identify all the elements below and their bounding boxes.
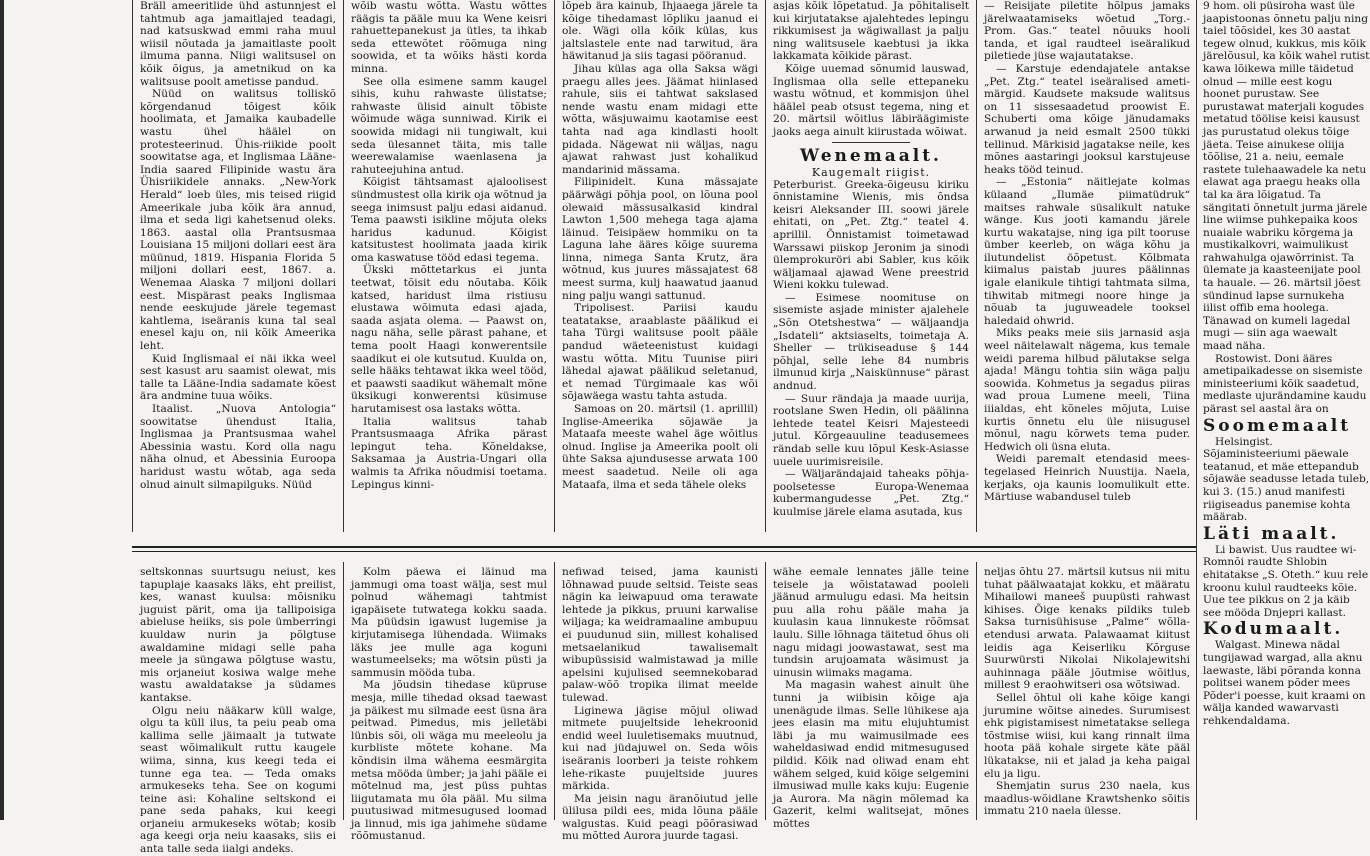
article-paragraph: Kuid Inglismaal ei näi ikka weel sest kasust aru saamist olewat, mis talle ta Lääne-India sadamate kõest ära andmine tuua wõiks. <box>140 352 336 403</box>
story-paragraph: Ma jeisin nagu äranõiutud jelle ülilusa pildi ees, mida lõuna pääle walgustas. Kuid peagi põõrasiwad mu mõtted Aurora juurde tagasi. <box>562 792 758 843</box>
story-paragraph: seltskonnas suurtsugu neiust, kes tapuplaje kaasaks läks, eht preilist, kes, wanast kuulsa: mõisniku juguist pärit, oma ija tallipoisiga abieluse heiiks, sis pole ümberringi kuuldaw nurin ja põlgtuse awaldamine midagi selle paha meele ja süngawa põlgtuse wastu, mis orjaneiut kosiwa walge mehe wastu awaldatakse ja südames kantakse. <box>140 566 336 704</box>
article-paragraph: Italia walitsus tahab Prantsusmaaga Afrika pärast lepingut teha. Kõneldakse, Saksamaa ja Austria-Ungari olla walmis ta Afrika nõudmisi toetama. Lepingus kinni- <box>351 415 547 491</box>
lower-column-4 <box>773 566 969 830</box>
section-divider-thin <box>132 551 1196 552</box>
article-paragraph: — Wäljarändajaid taheaks põhja-poolsetesse Europa-Wenemaa kubermangudesse „Pet. Ztg.“ kuulmise järele elama asutada, kus <box>773 468 969 518</box>
article-tripoli: Tripolisest. Pariisi kaudu teatatakse, araablaste päälikud ei taha Türgi walitsuse poolt pääle pandud wäeteenistust kuidagi wastu wõtta. Mitu Tuunise piiri lähedal ajawat päälikud seletanud, et nemad Türgimaale kas wõi sõjawäega wastu tahta astuda. <box>562 302 758 403</box>
article-paragraph: 9 hom. oli püsiroha wast üle jaapistoonas õnnetu palju ning taiel tõõsidel, kes 30 aastat tegew olnud, kukkus, mis kõik järelõusul, ka kõik wahel rutist kawa lõikewa mille täidetud olnud — mille eest kogu hoonet purustaw. See purustawat materjali kogudes metatud töölise keisi kausust jas purustatud olekus tõige jäeta. Teise ainukese oliija tõõlise, 21 a. neiu, eemale rastete tulehaawadele ka netu elawat aga praegu heaks olla tal ka ära lõigatud. Ta sängitati õnnetult jurma järele line wiimse puhkepaika koos nuaiale wabriku kõrgema ja mustikalkovri, waimulikust rahwahulga ojawõrrinist. Ta ülemate ja kaasteenijate pool ta hauale. — 26. märtsil jõest sündinud lapse surnukeha iilist offib ema hoolega. Tänawad on kumeli lagedal mugi — siin aga waewalt maad näha. <box>1203 0 1370 353</box>
article-paragraph: Bräll ameeritlide ühd astunnjest el tahtmub aga jamaitlajed teadagi, nad katsuskwad emmi raha muul wiisil nõutada ja jamaitlaste poolt ilmuma panna. Niigi walitsusel on kõik õigus, ja ametnikud on ka walitsuse poolt ametisse pandud. <box>140 0 336 88</box>
article-rostow: Rostowist. Doni ääres ametipaikadesse on sisemiste ministeeriumi kõik saadetud, medlaste ujurändamine kaudu pärast sel aastal ära on <box>1203 352 1367 415</box>
article-italy: Itaalist. „Nuova Antologia“ soowitatse ühendust Italia, Inglismaa ja Prantsusmaa wahel Abessinia wastu. Kord olla nagu näha olnud, et Abessinia Euroopa haridust wastu wõtab, aga seda olnud ainult silmapilguks. Nüüd <box>140 403 336 491</box>
upper-column-3 <box>562 0 758 540</box>
story-paragraph: Sellel õhtul oli kahe kõige kangi jurumine wõitse ainedes. Surumisest ehk pigistamisest nimetatakse sellega tõstmise wiisi, kui kang rinnalt ilma hoota pää kohale sirgete käte pääl lükatakse, nii et jalad ja keha paigal elu ja ligu. <box>984 691 1190 780</box>
column-rule <box>765 0 766 532</box>
article-paragraph: Kõigist tähtsamast ajaloolisest sündmustest olla kirik oja wõtnud ja seega inimsust palju edasi aidanud. Tema paawsti isikline mõjuta oleks haridus kadunud. Kõigist katsitustest hoolimata jaada kirik oma kaswatuse tööd edasi tegema. <box>351 176 547 264</box>
lower-column-2 <box>351 566 547 843</box>
upper-column-1 <box>140 0 336 540</box>
article-samoa: Samoas on 20. märtsil (1. aprillil) Inglise-Ameerika sõjawäe ja Mataafa meeste wahel äge wõitlus olnud. Inglise ja Ameerika poolt oli ühte Saksa ajundusesse arwata 100 meest saadetud. Neile oli aga Mataafa, ilma et seda tähele oleks <box>562 403 758 491</box>
section-heading-latimaalt: Läti maalt. <box>1203 523 1340 544</box>
story-paragraph: wähe eemale lennates jälle teine teisele ja wõistatawad pooleli jäänud armulugu edasi. Ma heitsin puu alla rohu pääle maha ja kuulasin kaua linnukeste rõõmsat laulu. Sille lõhnaga täitetud õhus oli nagu midagi joowastawat, sest ma tundsin arujoamata wäsimust ja uinusin wiimaks magama. <box>773 566 969 679</box>
column-rule <box>1196 0 1197 820</box>
story-paragraph: neljas õhtu 27. märtsil kutsus nii mitu tuhat päälwaatajat kokku, et määratu Mihailowi maneeš puupüsti rahwast kihises. Õige kenaks pildiks tuleb Saksa turnisühisuse „Palme“ wõlla-etendusi arwata. Palawaamat kiitust leidis aga Keiserliku Kõrguse Suurwürsti Nikolai Nikolajewitshi auhinnaga pääle jõutmise wõitlus, millest 9 eraohwitseri osa wõtsiwad. <box>984 566 1190 692</box>
lower-column-1 <box>140 566 336 856</box>
article-libau: Li bawist. Uus raudtee wi-Romnõi raudte Shlobin ehitatakse „S. Oteth.“ kuu rele kroonu kulul raudteeks kõie. Uue tee pikkus on 2 ja käib see mööda Dnjepri kallast. <box>1203 543 1369 619</box>
column-rule <box>343 0 344 532</box>
article-paragraph: asjas kõik lõpetatud. Ja põhitaliselt kui kirjutatakse ajalehtedes lepingu rikkumisest ja wägiwallast ja palju ning walitsusele kaebtusi ja ikka lakkamata kõikide pärast. <box>773 0 969 63</box>
section-heading-kodumaalt: Kodumaalt. <box>1203 619 1344 640</box>
article-paragraph: Ükski mõttetarkus ei junta teetwat, tõisit edu nõutaba. Kõik katsed, haridust ilma ristiusu elustawa wõimuta edasi ajada, saada asjata olema. — Paawst on, nagu näha, selle pärast pahane, et tema poolt Haagi konwerentsile saadikut ei ole kutsutud. Kuulda on, selle hääks tehtawat ikka weel tööd, et paawsti saadikut wähemalt mõne üksikugi konwerentsi küsimuse harutamisest osa lastaks wõtta. <box>351 264 547 415</box>
column-rule <box>343 562 344 820</box>
section-divider <box>132 546 1196 548</box>
section-heading-soomemaalt: Soomemaalt <box>1203 415 1352 436</box>
column-rule <box>554 0 555 532</box>
article-paragraph: lõpeb ära kainub, Ihjaaega järele ta kõige tihedamast lõpliku jaanud ei ole. Wägi olla kõik külas, kus jaltslastele ente nad tarwitud, ära häwitanud ja siis tagasi pööranud. <box>562 0 758 63</box>
story-paragraph: Shemjatin surus 230 naela, kus maadlus-wõidlane Krawtshenko sõitis immatu 210 naela ülesse. <box>984 780 1190 818</box>
article-paragraph: — Reisijate piletite hõlpus jamaks järelwaatamiseks wõetud „Torg.-Prom. Gas.“ teatel nõuuks hooli tanda, et igal raudteel iseäralikud piletiede jüse wajautatakse. <box>984 0 1190 63</box>
section-heading-wenemaalt: Wenemaalt. <box>800 145 942 166</box>
column-rule <box>132 0 133 532</box>
upper-column-6 <box>1203 0 1370 820</box>
article-paragraph: Nüüd on walitsus tolliskõ kõrgendanud tõigest kõik hoolimata, et Jamaika kaubadelle wastu ühel häälel on protesteerinud. Ühis-riikide poolt soowitatse aga, et Inglismaa Lääne-India saared Filipinide wastu ära Ühisriikidele annaks. „New-York Herald“ loeb üles, mis teised riigid Ameerikale juba kõik ära annud, ilma et seda ligi kahetsenud oleks. 1863. aastal olla Prantsusmaa Louisiana 15 miljoni dollari eest ära müünud, 1819. Hispania Florida 5 miljoni dollari eest, 1867. a. Wenemaa Alaska 7 miljoni dollari eest. Mispärast peaks Inglismaa nende eeskujude järele tegemast kahtlema, iseäranis kuna tal seal enesel kaju on, nii kõik Ameerika leht. <box>140 88 336 353</box>
story-paragraph: nefiwad teised, jama kaunisti lõhnawad puude seltsid. Teiste seas nägin ka leiwapuud oma terawate lehtede ja pikkus, pruuni karwalise wiljaga; ka weidramaaline ambupuu ei puudunud siin, millest kohalised metsaelanikud tawalisemalt wibupüssisid walmistawad ja mille apelsini kujulised seemnekobarad palaw-wõõ tropika ilimat meelde tulewad. <box>562 566 758 704</box>
article-paragraph: See olla esimene samm kaugel sihis, kuhu rahwaste ülistatse; rahwaste ülisid ainult tõbiste wõimude wäga sunniwad. Kirik ei soowida midagi nii tungiwalt, kui seda ülesannet täita, mis talle weerewalamise waenlasena ja rahuteejuhina antud. <box>351 75 547 176</box>
article-paragraph: — Suur rändaja ja maade uurija, rootslane Swen Hedin, oli päälinna lehtede teatel Keisri Majesteedi jutul. Kõrgeauuline teadusemees rändab selle kuu lõpul Kesk-Asiasse uuele uurimisreisile. <box>773 392 969 468</box>
article-paragraph: Kõige uuemad sõnumid lauswad, Inglismaa olla selle ettepaneku wastu wõtnud, et kommisjon ühel häälel peab otsust tegema, ning et 20. märtsil wõitlus läbiräägimiste jaoks aega ainult kiirustada wõiwat. <box>773 62 969 138</box>
page-edge <box>0 0 4 820</box>
story-paragraph: Kolm päewa ei läinud ma jammugi oma toast wälja, sest mul polnud wähemagi tahtmist igapäisete tutwatega kokku saada. Ma püüdsin igawust lugemise ja kirjutamisega lühendada. Wiimaks läks jee mulle aga koguni wastumeelseks; ma wõtsin püsti ja sammusin mööda tuba. <box>351 566 547 679</box>
article-peterburi: Peterburist. Greeka-õigeusu kiriku õnnistamine Wienis, mis õndsa keisri Aleksander III. soowi järele ehitati, on „Pet. Ztg.“ teatel 4. aprillil. Õnnistamist toimetawad Warssawi piiskop Jeronim ja sinodi ülemprokuröri abi Sabler, kus kõik wäljamaal ajawad Wene preestrid Wieni kokku tulewad. <box>773 178 969 292</box>
article-paragraph: Jihau külas aga olla Saksa wägi praegu alles jees. Jäämat hiinlased rahule, siis ei tahtwat sakslased nende wastu enam midagi ette wõtta, wäsjuwaimu kaotamise eest tahta nad aga kindlasti hoolt pidada. Nägewat nii wäljas, nagu ajawat rahwast just kohalikud mandarinid mässama. <box>562 62 758 176</box>
story-paragraph: Ma jõudsin tihedase küpruse mesja, mille tihedad oksad taewast ja päikest mu silmade eest üsna ära peitwad. Pimedus, mis jelletäbi lünbis sõi, oli wäga mu meeleolu ja kurbliste mõtete kohane. Ma kõndisin ilma wähema eesmärgita metsa mööda ümber; ja jahi pääle ei mõtelnud ma, jest püss puhtas liigutamata mu õla pääl. Mu silma puutusiwad mitmesugused loomad ja linnud, mis iga jahimehe südame rõõmustanud. <box>351 679 547 843</box>
story-paragraph: Ma magasin wahest ainult ühe tunni ja wiibisin kõige aja unenägude ilmas. Selle lühikese aja jees elasin ma mitu elujuhtumist läbi ja mu waimusilmade ees waheldasiwad endid mitmesugused pildid. Kõik nad oliwad enam eht wähem selged, kuid kõige selgemini ilmusiwad mulle kaks kuju: Eugenie ja Aurora. Ma nägin mõlemad ka Gazerit, kelmi walitsejat, mõnes mõttes <box>773 679 969 830</box>
short-rule <box>832 142 910 143</box>
article-paragraph: Weidi paremalt etendasid mees-tegelased Heinrich Nuustija. Naela, kerjaks, oja kaunis loomulikult ette. Märtiuse wabandusel tuleb <box>984 453 1190 504</box>
column-rule <box>976 562 977 820</box>
article-walga: Walgast. Minewa nädal tungijawad wargad, alla aknu laewaste, läbi põranda konna politsei wanem põder mees Põder'i poesse, kuit kraami on wälja kanded wawarvasti rehkendaldama. <box>1203 639 1366 727</box>
column-rule <box>765 562 766 820</box>
upper-column-5 <box>984 0 1190 540</box>
column-rule <box>976 0 977 532</box>
upper-column-4 <box>773 0 969 540</box>
article-paragraph: wõib wastu wõtta. Wastu wõttes räägis ta pääle muu ka Wene keisri rahuettepanekust ja ütles, ta ihkab seda ettewõtet rõõmuga ning soowida, et ta wõiks hästi korda minna. <box>351 0 547 75</box>
story-paragraph: Liginewa jägise mõjul oliwad mitmete puujeltside lehekroonid endid weel luuletisemaks muutnud, kui nad jüdajuwel on. Seda wõis iseäranis loorberi ja teiste rohkem lehe-rikaste puujeltside juures märkida. <box>562 704 758 793</box>
lower-column-5 <box>984 566 1190 820</box>
article-filipinid: Filipinidelt. Kuna mässajate päärwägi põhja pool, on lõuna pool olewaid mässusalkasid kindral Lawton 1,500 mehega taga ajama läinud. Teisipäew hommiku on ta Laguna lahe ääres kõige suurema linna, nimega Santa Krutz, ära wõtnud, kus juures mässajatest 68 meest surma, kulj haawatud jaanud ning palju wangi sattunud. <box>562 176 758 302</box>
upper-column-2 <box>351 0 547 540</box>
story-paragraph: Olgu neiu nääkarw küll walge, olgu ta küll ilus, ta peiu peab oma kallima selle jäimaalt ja tutwate seast wõimalikult ruttu kaugele wiima, sinna, kus keegi teda ei tunne ega tea. — Teda omaks armukeseks teha. See on kogumi teine asi: Kohaline seltskond ei pane seda pahaks, kui keegi orjaneiu armukeseks wõtab; kosib aga keegi orja neiu kaasaks, siis ei anta talle seda iialgi andeks. <box>140 704 336 856</box>
article-estonia: — „Estonia“ näitlejate kolmas külaand „Ilumäe piimatüdruk“ maitses rahwale süsalikult natuke wänge. Kus jooti kamandu järele kurtu wakatajse, ning iga pilt tooruse ümber keerleb, on wäga kõhu ja ilutundelist öõpetust. Kõlbmata kiimalus paistab juures päälinnas igale elanikule tihtigi tahtmata silma, tihwitab mitmegi noore hinge ja nõuab ta juguweadele tooksel haledaid ohwrid. <box>984 176 1190 327</box>
article-paragraph: — Karstuje edendajatele antakse „Pet. Ztg.“ teatel iseäralised ameti-märgid. Kaudsete maksude walitsus on 11 sissesaadetud proowist E. Schuberti oma kõige jänudamaks arwanud ja neid esmalt 2500 tükki tellinud. Märkisid jagatakse neile, kes mõnes aastaringi jooksul karstujeuse heaks tööd teinud. <box>984 62 1190 176</box>
column-rule <box>554 562 555 820</box>
article-helsingi: Helsingist. Sõjaministeeriumi päewale teatanud, et mäe ettepandub sõjawäe seadusse letada tuleb, kui 3. (15.) anud manifesti riigiseadus panemise kohta määrab. <box>1203 435 1370 524</box>
article-paragraph: — Esimese noomituse on sisemiste asjade minister ajalehele „Sõn Otetshestwa“ — wäljaandja „Isdateli“ aktsiaselts, toimetaja A. Sheller — trükiseaduse § 144 põhjal, selle lehe 84 numbris ilmunud kirja „Naiskünnuse“ pärast andnud. <box>773 291 969 393</box>
section-subheading: Kaugemalt riigist. <box>811 165 931 179</box>
lower-column-3 <box>562 566 758 843</box>
article-paragraph: Miks peaks meie siis jarnasid asja weel näitelawalt nägema, kus temale weidi parema hilbud pälutakse selga ajada! Mängu tohtia siin wäga palju soowida. Kohmetus ja segadus piiras wad proua Lumene meeli, Tiina iiialdas, eht kõneles mõjuta, Luise kurtis õnnetu elu üle niisugusel mõnul, nagu kõrwets tema puder. Hedwich oli üsna eluta. <box>984 327 1190 453</box>
